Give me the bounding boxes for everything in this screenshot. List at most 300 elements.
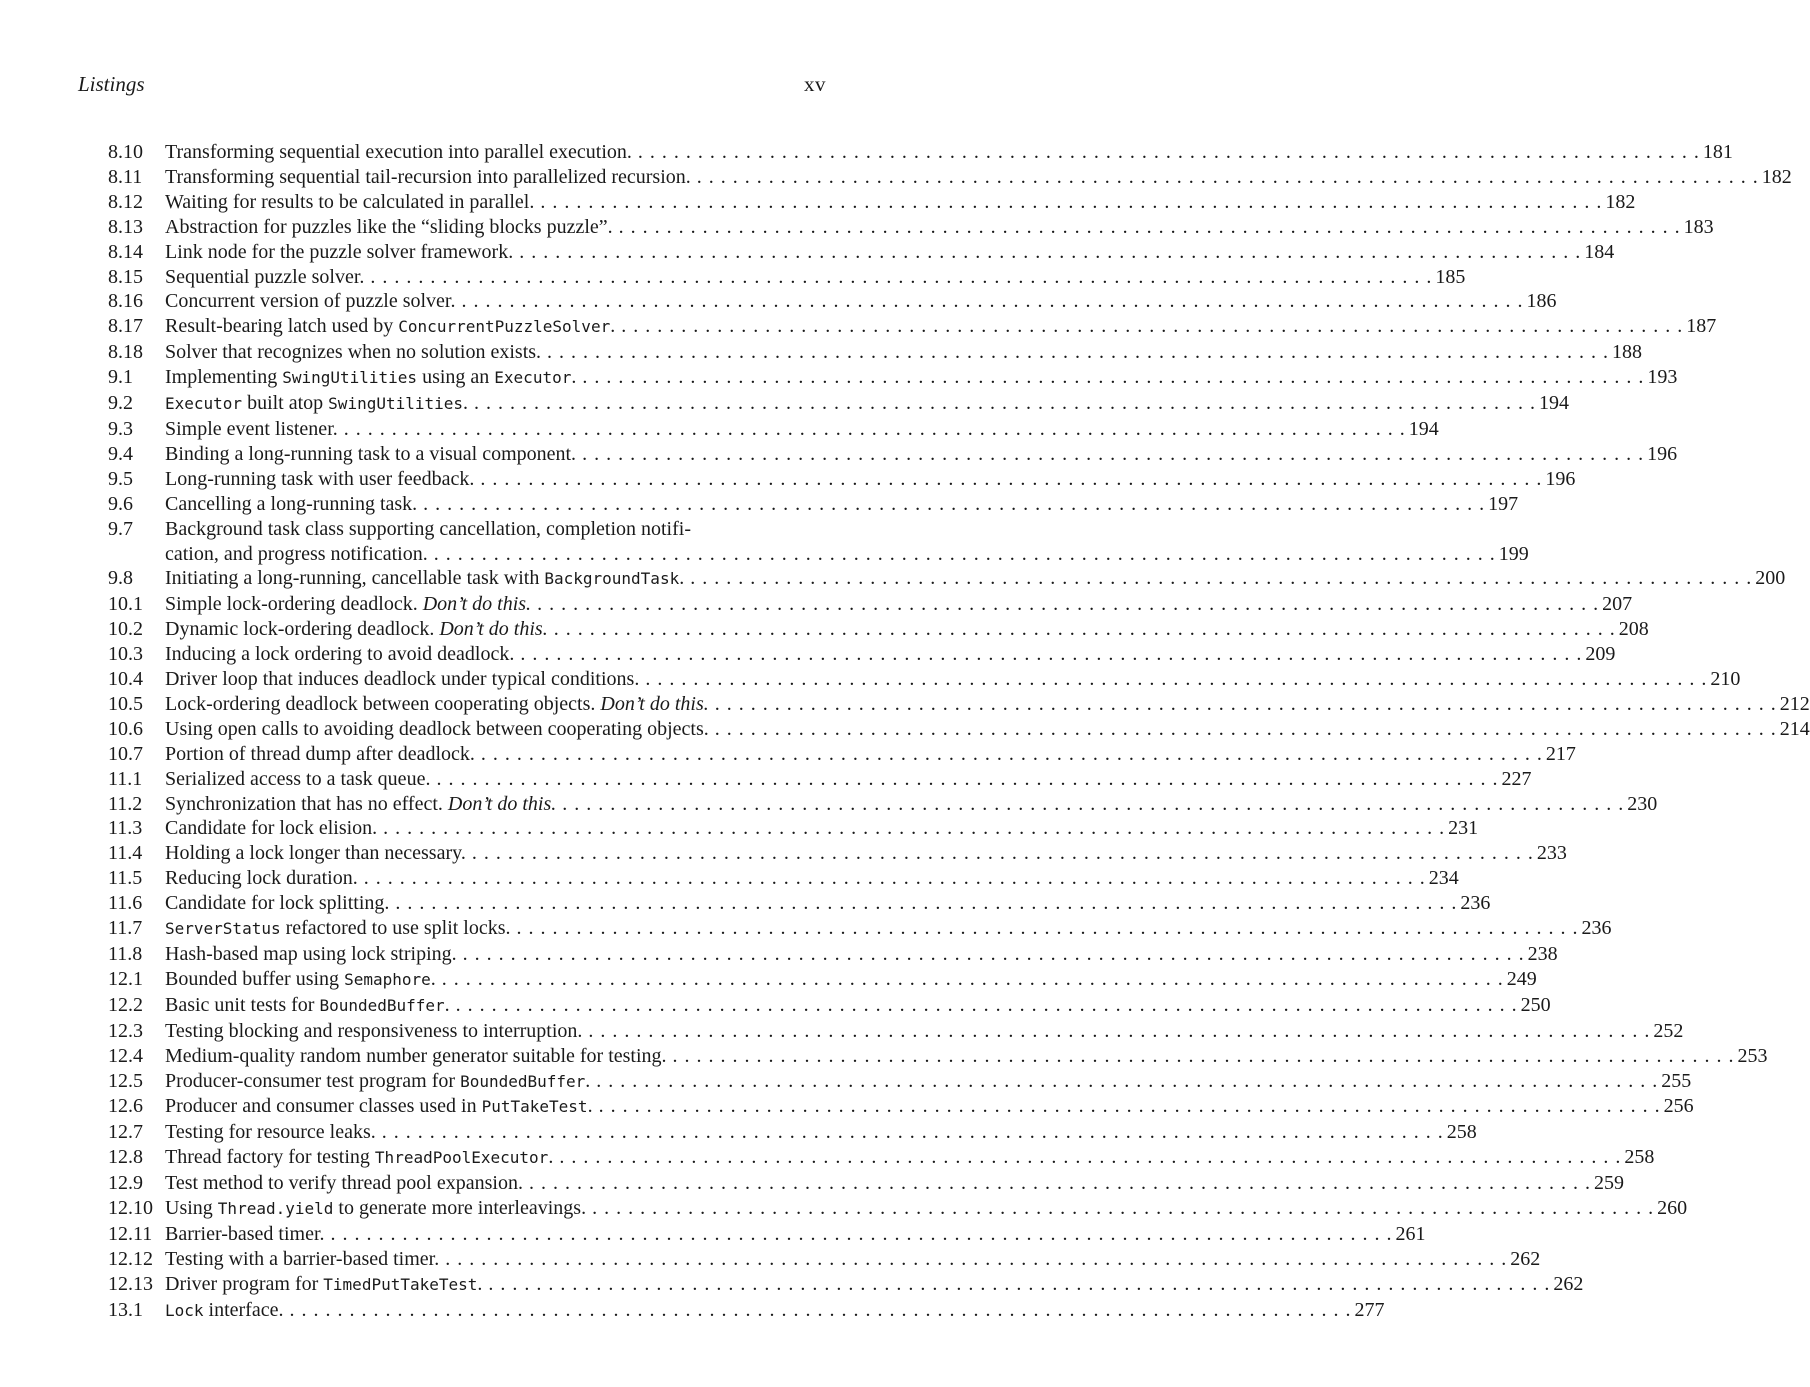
page-reference[interactable]: 208 <box>1618 618 1649 641</box>
page-reference[interactable]: 255 <box>1661 1069 1692 1092</box>
dot-leader <box>358 866 1425 891</box>
list-item[interactable] <box>108 617 1649 642</box>
page-reference[interactable]: 261 <box>1395 1222 1426 1245</box>
listing-title-line <box>165 340 1643 365</box>
list-item[interactable] <box>108 942 1558 967</box>
listing-body <box>165 140 1733 165</box>
dot-leader <box>534 190 1601 215</box>
title-text: Portion of thread dump after deadlock. <box>165 742 475 765</box>
listing-title <box>165 891 389 916</box>
listing-title <box>165 1196 586 1222</box>
listing-body <box>165 566 1786 592</box>
dot-leader <box>474 467 1541 492</box>
listing-title <box>165 642 514 667</box>
page-reference[interactable]: 217 <box>1545 742 1576 765</box>
dot-leader <box>389 891 1456 916</box>
listing-number: 11.1 <box>108 767 143 790</box>
page-reference[interactable]: 182 <box>1761 165 1792 188</box>
listing-body <box>165 667 1741 692</box>
dot-leader <box>475 742 1542 767</box>
listing-title <box>165 916 511 942</box>
page-reference[interactable]: 183 <box>1683 215 1714 238</box>
dot-leader <box>457 942 1524 967</box>
listing-body <box>165 190 1636 215</box>
listing-title-line <box>165 1222 1426 1247</box>
code-identifier: PutTakeTest <box>481 1097 588 1117</box>
list-item[interactable] <box>108 289 1557 314</box>
code-identifier: BoundedBuffer <box>319 995 445 1015</box>
listing-title-line <box>165 140 1733 165</box>
page-reference[interactable]: 184 <box>1584 240 1615 263</box>
listing-title-line <box>165 993 1551 1019</box>
title-text: interface. <box>203 1298 284 1321</box>
listing-number: 11.3 <box>108 817 143 840</box>
page-reference[interactable]: 262 <box>1510 1247 1541 1270</box>
dot-leader <box>428 542 1495 567</box>
title-text: Solver that recognizes when no solution exists. <box>165 341 542 364</box>
list-item[interactable] <box>108 566 1786 592</box>
listing-title-line <box>165 442 1678 467</box>
list-item[interactable] <box>108 767 1532 792</box>
listing-title-line <box>165 492 1519 517</box>
listing-body <box>165 1298 1385 1324</box>
listing-body <box>165 841 1567 866</box>
page-reference[interactable]: 233 <box>1536 842 1567 865</box>
list-item[interactable] <box>108 792 1658 817</box>
listing-title <box>165 542 428 567</box>
dot-leader <box>531 592 1598 617</box>
listing-title-line <box>165 816 1479 841</box>
title-text: Testing blocking and responsiveness to interruption. <box>165 1019 583 1042</box>
title-text: Long-running task with user feedback. <box>165 467 475 490</box>
page-reference[interactable]: 188 <box>1612 341 1643 364</box>
title-text: Abstraction for puzzles like the “sliding blocks puzzle”. <box>165 215 613 238</box>
listing-number: 9.4 <box>108 442 133 465</box>
code-identifier: ServerStatus <box>165 919 281 939</box>
title-text: Implementing <box>165 366 283 389</box>
title-text: Producer and consumer classes used in <box>165 1095 482 1118</box>
dot-leader <box>513 240 1580 265</box>
title-text: Concurrent version of puzzle solver. <box>165 290 456 313</box>
listing-number: 9.7 <box>108 517 133 540</box>
list-item[interactable] <box>108 165 1792 190</box>
listing-title <box>165 866 358 891</box>
list-item[interactable] <box>108 1222 1426 1247</box>
page-reference[interactable]: 194 <box>1539 392 1570 415</box>
page-reference[interactable]: 210 <box>1710 668 1741 691</box>
listing-title-line <box>165 417 1439 442</box>
listing-title-line <box>165 1145 1655 1171</box>
dot-leader <box>548 617 1615 642</box>
page-reference[interactable]: 258 <box>1446 1121 1477 1144</box>
list-item[interactable] <box>108 1019 1684 1044</box>
title-text: Test method to verify thread pool expansion. <box>165 1172 523 1195</box>
listing-title-line <box>165 967 1537 993</box>
listing-body <box>165 391 1570 417</box>
list-item[interactable] <box>108 916 1612 942</box>
listing-body <box>165 692 1810 717</box>
listing-body <box>165 617 1649 642</box>
listing-number: 12.5 <box>108 1069 143 1092</box>
title-text: . <box>463 392 469 415</box>
listing-body <box>165 1145 1655 1171</box>
list-item[interactable] <box>108 1145 1655 1171</box>
emphasis: Don’t do this. <box>439 618 548 641</box>
title-text: Driver program for <box>165 1272 324 1295</box>
page-reference[interactable]: 256 <box>1663 1095 1694 1118</box>
dot-leader <box>455 289 1522 314</box>
code-identifier: SwingUtilities <box>282 368 418 388</box>
listing-body <box>165 816 1479 841</box>
list-item[interactable] <box>108 891 1491 916</box>
page-reference[interactable]: 250 <box>1520 993 1551 1016</box>
listing-title <box>165 1120 376 1145</box>
dot-leader <box>436 967 1503 992</box>
page-reference[interactable]: 227 <box>1501 767 1532 790</box>
listing-title <box>165 667 639 692</box>
listing-title-line <box>165 1019 1684 1044</box>
page-reference[interactable]: 249 <box>1506 967 1537 990</box>
list-item[interactable] <box>108 993 1551 1019</box>
page-reference[interactable]: 214 <box>1779 717 1810 740</box>
listing-body <box>165 967 1537 993</box>
page-reference[interactable]: 234 <box>1428 867 1459 890</box>
page-reference[interactable]: 260 <box>1657 1197 1688 1220</box>
listing-body <box>165 215 1714 240</box>
page-reference[interactable]: 199 <box>1498 542 1529 565</box>
code-identifier: ThreadPoolExecutor <box>374 1148 549 1168</box>
title-text: Lock-ordering deadlock between cooperating objects. <box>165 692 601 715</box>
listing-title <box>165 467 474 492</box>
listing-title-line <box>165 1094 1694 1120</box>
code-identifier: TimedPutTakeTest <box>323 1274 478 1294</box>
dot-leader <box>553 1145 1620 1170</box>
code-identifier: Semaphore <box>344 969 431 989</box>
title-text: Basic unit tests for <box>165 993 320 1016</box>
listing-number: 12.10 <box>108 1197 153 1220</box>
title-text: . <box>587 1095 593 1118</box>
title-text: Result-bearing latch used by <box>165 315 399 338</box>
list-item[interactable] <box>108 492 1519 517</box>
listing-title-line <box>165 617 1649 642</box>
page-reference[interactable]: 262 <box>1553 1272 1584 1295</box>
listing-number: 12.6 <box>108 1095 143 1118</box>
dot-leader <box>586 1196 1653 1221</box>
title-text: Using open calls to avoiding deadlock between cooperating objects. <box>165 717 709 740</box>
page-reference[interactable]: 231 <box>1448 817 1479 840</box>
listing-body <box>165 767 1532 792</box>
dot-leader <box>582 1019 1649 1044</box>
list-item[interactable] <box>108 517 1529 567</box>
listing-number: 9.3 <box>108 417 133 440</box>
title-text: Reducing lock duration. <box>165 867 358 890</box>
listing-title <box>165 1145 553 1171</box>
listing-title-line <box>165 391 1570 417</box>
title-text: using an <box>417 366 495 389</box>
listing-body <box>165 942 1558 967</box>
listing-title-line <box>165 542 1529 567</box>
page-reference[interactable]: 186 <box>1526 290 1557 313</box>
listing-number: 8.13 <box>108 215 143 238</box>
listing-title <box>165 592 531 617</box>
listing-number: 12.8 <box>108 1146 143 1169</box>
listing-number: 9.5 <box>108 467 133 490</box>
page-reference[interactable]: 185 <box>1435 265 1466 288</box>
page-reference[interactable]: 194 <box>1408 417 1439 440</box>
listing-body <box>165 1069 1692 1095</box>
page-number: xv <box>804 72 826 96</box>
code-identifier: Executor <box>494 368 572 388</box>
list-item[interactable] <box>108 1171 1624 1196</box>
list-item[interactable] <box>108 642 1616 667</box>
listing-number: 11.4 <box>108 842 143 865</box>
list-item[interactable] <box>108 866 1459 891</box>
dot-leader <box>511 916 1578 941</box>
listing-title <box>165 314 615 340</box>
listing-title-line <box>165 792 1658 817</box>
listing-title-line <box>165 717 1810 742</box>
listing-title <box>165 165 691 190</box>
list-item[interactable] <box>108 314 1717 340</box>
listing-title-line <box>165 467 1576 492</box>
title-text: . <box>444 993 450 1016</box>
title-text: Link node for the puzzle solver framework. <box>165 240 514 263</box>
list-item[interactable] <box>108 816 1479 841</box>
list-item[interactable] <box>108 1069 1692 1095</box>
dot-leader <box>632 140 1699 165</box>
title-text: . <box>430 967 436 990</box>
title-text: Binding a long-running task to a visual component. <box>165 442 577 465</box>
listing-title <box>165 1222 325 1247</box>
listing-title <box>165 1019 582 1044</box>
listing-title-line <box>165 1247 1541 1272</box>
listing-title <box>165 742 475 767</box>
page-reference[interactable]: 187 <box>1686 315 1717 338</box>
page-reference[interactable]: 193 <box>1647 366 1678 389</box>
listing-title <box>165 767 430 792</box>
listing-body <box>165 742 1576 767</box>
code-identifier: Lock <box>165 1300 204 1320</box>
listing-number: 8.12 <box>108 190 143 213</box>
listing-body <box>165 1120 1477 1145</box>
page-reference[interactable]: 182 <box>1605 190 1636 213</box>
code-identifier: ConcurrentPuzzleSolver <box>398 317 611 337</box>
title-text: cation, and progress notification. <box>165 542 428 565</box>
list-item[interactable] <box>108 240 1615 265</box>
listing-title-line <box>165 240 1615 265</box>
title-text: Holding a lock longer than necessary. <box>165 842 466 865</box>
listing-title-line <box>165 1196 1688 1222</box>
listing-title <box>165 140 632 165</box>
title-text: Synchronization that has no effect. <box>165 792 448 815</box>
listing-number: 13.1 <box>108 1298 143 1321</box>
page-reference[interactable]: 207 <box>1602 593 1633 616</box>
page-reference[interactable]: 258 <box>1624 1146 1655 1169</box>
list-item[interactable] <box>108 190 1636 215</box>
listing-number: 9.6 <box>108 492 133 515</box>
listing-title-line <box>165 667 1741 692</box>
list-item[interactable] <box>108 467 1576 492</box>
listing-number: 8.15 <box>108 265 143 288</box>
page-reference[interactable]: 197 <box>1488 492 1519 515</box>
list-item[interactable] <box>108 1094 1694 1120</box>
listing-body <box>165 866 1459 891</box>
dot-leader <box>615 314 1682 339</box>
running-head: Listings <box>78 72 145 96</box>
list-item[interactable] <box>108 1044 1768 1069</box>
page-reference[interactable]: 230 <box>1627 792 1658 815</box>
list-item[interactable] <box>108 1298 1385 1324</box>
listing-body <box>165 365 1678 391</box>
dot-leader <box>667 1044 1734 1069</box>
listing-title <box>165 967 436 993</box>
list-item[interactable] <box>108 1247 1541 1272</box>
list-item[interactable] <box>108 265 1466 290</box>
listing-title-line <box>165 1298 1385 1324</box>
listing-body <box>165 289 1557 314</box>
listing-number: 12.4 <box>108 1044 143 1067</box>
list-item[interactable] <box>108 692 1810 717</box>
title-text: Using <box>165 1197 218 1220</box>
title-text: Candidate for lock elision. <box>165 817 378 840</box>
listing-title <box>165 215 613 240</box>
listing-number: 10.4 <box>108 668 143 691</box>
listing-title-line <box>165 841 1567 866</box>
list-item[interactable] <box>108 1120 1477 1145</box>
listing-number: 12.7 <box>108 1121 143 1144</box>
page-reference[interactable]: 238 <box>1527 943 1558 965</box>
dot-leader <box>376 1120 1443 1145</box>
listing-body <box>165 1019 1684 1044</box>
listing-title <box>165 442 576 467</box>
listing-title <box>165 391 468 417</box>
dot-leader <box>468 391 1535 416</box>
listing-number: 10.2 <box>108 618 143 641</box>
listing-title-line <box>165 165 1792 190</box>
dot-leader <box>541 340 1608 365</box>
list-item[interactable] <box>108 717 1810 742</box>
list-item[interactable] <box>108 417 1439 442</box>
title-text: Sequential puzzle solver. <box>165 265 365 288</box>
listing-title-line <box>165 742 1576 767</box>
list-item[interactable] <box>108 667 1741 692</box>
listing-title <box>165 1094 593 1120</box>
listing-body <box>165 1196 1688 1222</box>
title-text: Testing for resource leaks. <box>165 1121 376 1144</box>
listing-title-line <box>165 1272 1584 1298</box>
listing-body <box>165 891 1491 916</box>
list-item[interactable] <box>108 1196 1688 1222</box>
listing-body <box>165 717 1810 742</box>
page-reference[interactable]: 253 <box>1737 1044 1768 1067</box>
title-text: Serialized access to a task queue. <box>165 767 431 790</box>
dot-leader <box>364 265 1431 290</box>
dot-leader <box>576 365 1643 390</box>
page-reference[interactable]: 200 <box>1755 567 1786 590</box>
listing-title <box>165 617 548 642</box>
title-text: . <box>548 1146 554 1169</box>
listing-title <box>165 566 684 592</box>
listing-title <box>165 265 364 290</box>
listing-title-line <box>165 314 1717 340</box>
list-item[interactable] <box>108 215 1714 240</box>
page-reference[interactable]: 196 <box>1647 442 1678 465</box>
page-reference[interactable]: 181 <box>1702 141 1733 163</box>
list-item[interactable] <box>108 365 1678 391</box>
listing-title-line <box>165 265 1466 290</box>
listing-body <box>165 792 1658 817</box>
title-text: Bounded buffer using <box>165 967 345 990</box>
list-item[interactable] <box>108 391 1570 417</box>
listing-number: 8.14 <box>108 240 143 263</box>
dot-leader <box>593 1094 1660 1119</box>
listing-body <box>165 1247 1541 1272</box>
title-text: . <box>610 315 616 338</box>
listing-number: 10.5 <box>108 692 143 715</box>
listing-title <box>165 942 457 967</box>
listing-number: 11.2 <box>108 792 143 815</box>
listing-number: 9.2 <box>108 392 133 415</box>
page-reference[interactable]: 252 <box>1653 1019 1684 1042</box>
list-item[interactable] <box>108 140 1733 165</box>
listing-title <box>165 841 466 866</box>
page-reference[interactable]: 259 <box>1593 1172 1624 1195</box>
listing-title <box>165 1044 667 1069</box>
listing-body <box>165 265 1466 290</box>
listing-body <box>165 1044 1768 1069</box>
list-item[interactable] <box>108 742 1576 767</box>
list-item[interactable] <box>108 841 1567 866</box>
page-reference[interactable]: 236 <box>1581 917 1612 940</box>
title-text: . <box>477 1272 483 1295</box>
title-text: Initiating a long-running, cancellable task with <box>165 567 545 590</box>
title-text: . <box>571 366 577 389</box>
title-text: refactored to use split locks. <box>280 917 511 940</box>
listing-body <box>165 1222 1426 1247</box>
listing-body <box>165 592 1633 617</box>
page-reference[interactable]: 277 <box>1354 1298 1385 1321</box>
listing-number: 8.18 <box>108 341 143 364</box>
dot-leader <box>482 1272 1549 1297</box>
page-reference[interactable]: 212 <box>1779 692 1810 715</box>
title-text: . <box>679 567 685 590</box>
listing-number: 10.7 <box>108 742 143 765</box>
listing-body <box>165 642 1616 667</box>
code-identifier: SwingUtilities <box>328 394 464 414</box>
list-item[interactable] <box>108 592 1633 617</box>
page-reference[interactable]: 236 <box>1460 892 1491 915</box>
listing-title <box>165 492 417 517</box>
list-item[interactable] <box>108 967 1537 993</box>
listing-number: 8.10 <box>108 141 143 163</box>
dot-leader <box>684 566 1751 591</box>
emphasis: Don’t do this. <box>600 692 709 715</box>
listing-title <box>165 717 709 742</box>
code-identifier: BackgroundTask <box>544 569 680 589</box>
title-text: built atop <box>242 392 329 415</box>
listing-number: 12.12 <box>108 1247 153 1270</box>
listing-title <box>165 1272 482 1298</box>
listing-number: 12.2 <box>108 993 143 1016</box>
list-item[interactable] <box>108 1272 1584 1298</box>
listing-title <box>165 792 556 817</box>
list-item[interactable] <box>108 442 1678 467</box>
page-reference[interactable]: 209 <box>1585 643 1616 666</box>
page-reference[interactable]: 196 <box>1545 467 1576 490</box>
listing-title <box>165 993 450 1019</box>
list-item[interactable] <box>108 340 1643 365</box>
dot-leader <box>283 1298 1350 1323</box>
